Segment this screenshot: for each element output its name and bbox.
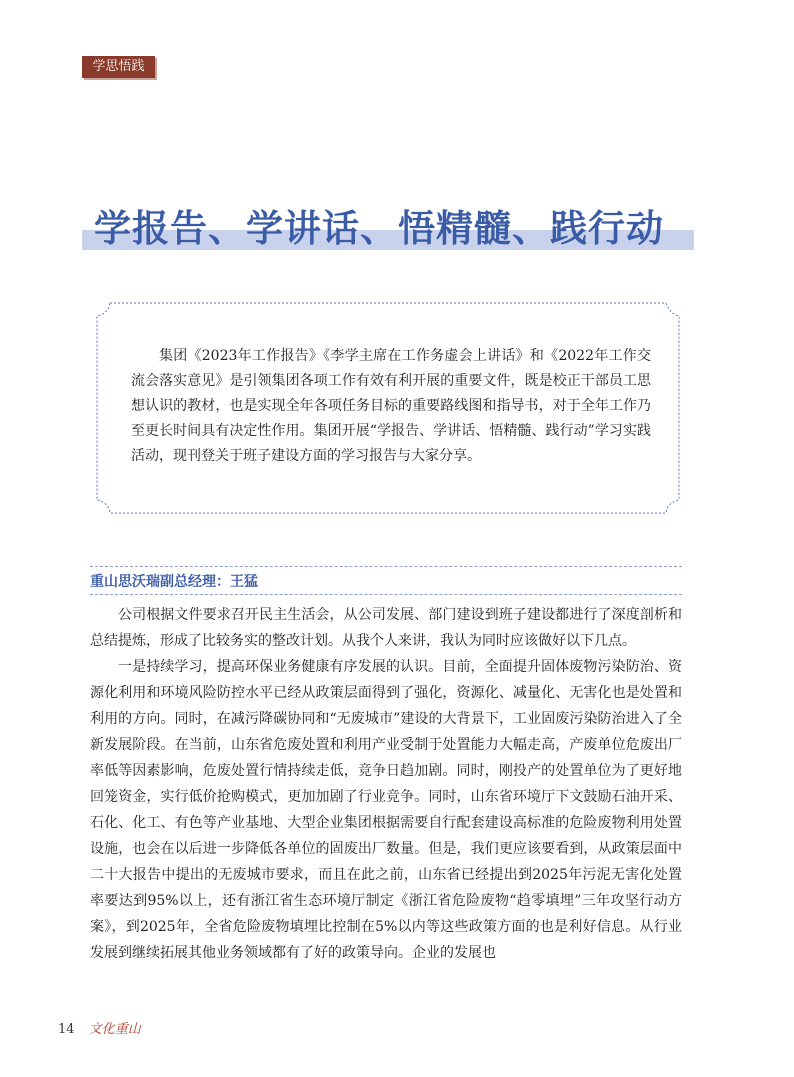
section-rule-bottom bbox=[90, 594, 682, 595]
intro-box bbox=[96, 302, 680, 514]
magazine-logo: 文化重山 bbox=[88, 1022, 141, 1037]
author-heading: 重山思沃瑞副总经理：王猛 bbox=[90, 574, 258, 590]
page-title: 学报告、学讲话、悟精髓、践行动 bbox=[94, 206, 664, 250]
paragraph: 一是持续学习，提高环保业务健康有序发展的认识。目前，全面提升固体废物污染防治、资源化利用和环境风险防控水平已经从政策层面得到了强化，资源化、减量化、无害化也是处置和利用的方向。同时，在减污降碳协同和“无废城市”建设的大背景下，工业固废污染防治进入了全新发展阶段。在当前，山东省危废处置和利用产业受制于处置能力大幅走高，产废单位危废出厂率低等因素影响，危废处置行情持续走低，竞争日趋加剧。同时，刚投产的处置单位为了更好地回笼资金，实行低价抢购模式，更加加剧了行业竞争。同时，山东省环境厅下文鼓励石油开采、石化、化工、有色等产业基地、大型企业集团根据需要自行配套建设高标准的危险废物利用处置设施，也会在以后进一步降低各单位的固废出厂数量。但是，我们更应该要看到，从政策层面中二十大报告中提出的无废城市要求，而且在此之前，山东省已经提出到2025年污泥无害化处置率要达到95%以上，还有浙江省生态环境厅制定《浙江省危险废物“趋零填埋”三年攻坚行动方案》，到2025年，全省危险废物填埋比控制在5%以内等这些政策方面的也是利好信息。从行业发展到继续拓展其他业务领域都有了好的政策导向。企业的发展也 bbox=[90, 659, 682, 961]
article-body bbox=[90, 602, 682, 966]
page-footer bbox=[58, 1018, 141, 1037]
section-rule-top bbox=[90, 566, 682, 567]
section-tag: 学思悟践 bbox=[82, 56, 155, 78]
paragraph: 公司根据文件要求召开民主生活会，从公司发展、部门建设到班子建设都进行了深度剖析和总结提炼，形成了比较务实的整改计划。从我个人来讲，我认为同时应该做好以下几点。 bbox=[90, 607, 682, 649]
page-number: 14 bbox=[58, 1022, 75, 1037]
intro-text: 集团《2023年工作报告》《李学主席在工作务虚会上讲话》和《2022年工作交流会落实意见》是引领集团各项工作有效有利开展的重要文件，既是校正干部员工思想认识的教材，也是实现全年各项任务目标的重要路线图和指导书，对于全年工作乃至更长时间具有决定性作用。集团开展“学报告、学讲话、悟精髓、践行动”学习实践活动，现刊登关于班子建设方面的学习报告与大家分享。 bbox=[131, 348, 651, 464]
title-block bbox=[82, 198, 694, 258]
